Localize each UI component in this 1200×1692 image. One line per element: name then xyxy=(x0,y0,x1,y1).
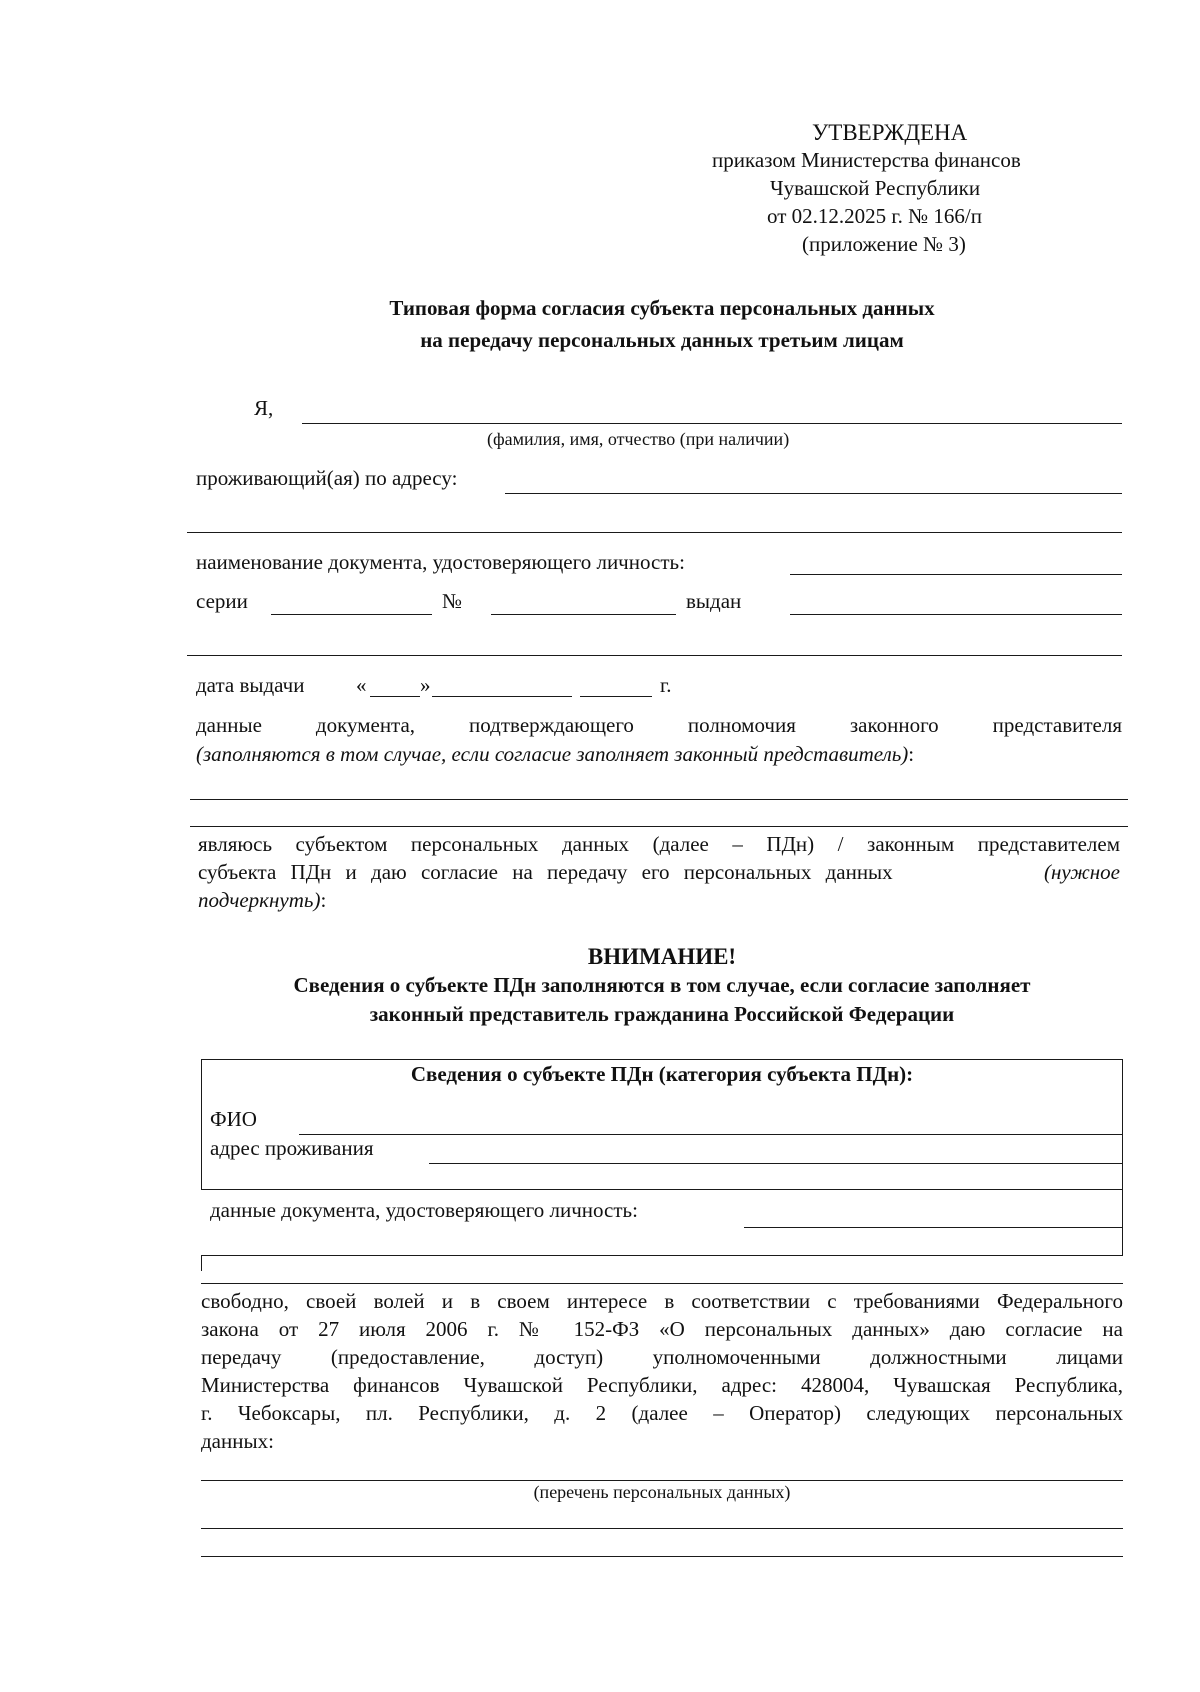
rep-doc-note-line xyxy=(196,744,914,765)
approval-order: приказом Министерства финансов xyxy=(712,148,1021,172)
attention-line1: Сведения о субъекте ПДн заполняются в том случае, если согласие заполняет xyxy=(293,973,1031,997)
issue-day-input-line[interactable] xyxy=(370,696,420,697)
ya-label: Я, xyxy=(254,396,274,420)
year-suffix: г. xyxy=(660,673,672,697)
pd-list-caption: (перечень персональных данных) xyxy=(533,1482,791,1502)
document-title-line2: на передачу персональных данных третьим лицам xyxy=(420,328,904,352)
subject-statement-line2: субъекта ПДн и даю согласие на передачу его персональных данных xyxy=(198,860,893,884)
box-fio-input-line[interactable] xyxy=(299,1134,1122,1135)
rep-doc-note: (заполняются в том случае, если согласие заполняет законный представитель) xyxy=(196,742,909,766)
quote-close: » xyxy=(420,673,431,697)
doc-name-input-line[interactable] xyxy=(790,574,1122,575)
issued-input-line-1[interactable] xyxy=(790,614,1122,615)
box-right-border xyxy=(1122,1059,1123,1256)
issue-month-input-line[interactable] xyxy=(432,696,572,697)
box-title: Сведения о субъекте ПДн (категория субъекта ПДн): xyxy=(410,1062,914,1086)
number-input-line[interactable] xyxy=(491,614,676,615)
consent-line1: свободно, своей волей и в своем интересе в соответствии с требованиями Федерального xyxy=(201,1289,1123,1313)
box-doc-input-line-2[interactable] xyxy=(201,1255,1123,1256)
series-label: серии xyxy=(196,589,248,613)
issue-date-label: дата выдачи xyxy=(196,673,305,697)
subject-statement-line1: являюсь субъектом персональных данных (далее – ПДн) / законным представителем xyxy=(198,832,1120,856)
pd-list-input-line-1[interactable] xyxy=(201,1480,1123,1481)
consent-line5: г. Чебоксары, пл. Республики, д. 2 (далее – Оператор) следующих персональных xyxy=(201,1401,1123,1425)
issue-year-input-line[interactable] xyxy=(580,696,652,697)
attention-line2: законный представитель гражданина Российской Федерации xyxy=(369,1002,955,1026)
address-input-line-2[interactable] xyxy=(187,532,1122,533)
box-address-label: адрес проживания xyxy=(210,1136,374,1160)
box-doc-input-line-3[interactable] xyxy=(201,1283,1123,1284)
box-address-input-line-2[interactable] xyxy=(201,1189,1123,1190)
box-top-border xyxy=(201,1059,1123,1060)
rep-doc-colon: : xyxy=(908,742,915,766)
series-input-line[interactable] xyxy=(271,614,432,615)
number-label: № xyxy=(442,589,463,613)
approval-republic: Чувашской Республики xyxy=(770,176,981,200)
subject-statement-colon: : xyxy=(320,888,327,912)
approval-date-number: от 02.12.2025 г. № 166/п xyxy=(767,204,983,228)
address-label: проживающий(ая) по адресу: xyxy=(196,466,458,490)
subject-statement-line2-row xyxy=(198,862,1120,883)
document-title-line1: Типовая форма согласия субъекта персональных данных xyxy=(389,296,935,320)
subject-statement-note-end: подчеркнуть) xyxy=(198,888,321,912)
address-input-line-1[interactable] xyxy=(505,493,1122,494)
consent-line6: данных: xyxy=(201,1429,274,1453)
pd-list-input-line-3[interactable] xyxy=(201,1556,1123,1557)
box-fio-label: ФИО xyxy=(210,1107,257,1131)
rep-doc-input-line-2[interactable] xyxy=(190,826,1128,827)
consent-line2: закона от 27 июля 2006 г. № 152-ФЗ «О персональных данных» даю согласие на xyxy=(201,1317,1123,1341)
box-doc-label: данные документа, удостоверяющего личность: xyxy=(210,1198,638,1222)
box-doc-input-line-1[interactable] xyxy=(744,1227,1122,1228)
box-address-input-line-1[interactable] xyxy=(429,1163,1122,1164)
consent-line3: передачу (предоставление, доступ) уполномоченными должностными лицами xyxy=(201,1345,1123,1369)
fio-caption: (фамилия, имя, отчество (при наличии) xyxy=(487,429,790,449)
attention-title: ВНИМАНИЕ! xyxy=(587,944,737,969)
rep-doc-input-line-1[interactable] xyxy=(190,799,1128,800)
consent-line4: Министерства финансов Чувашской Республики, адрес: 428004, Чувашская Республика, xyxy=(201,1373,1123,1397)
subject-statement-line3 xyxy=(198,890,326,911)
doc-name-label: наименование документа, удостоверяющего личность: xyxy=(196,550,685,574)
rep-doc-label: данные документа, подтверждающего полномочия законного представителя xyxy=(196,713,1122,737)
quote-open: « xyxy=(356,673,367,697)
approval-title: УТВЕРЖДЕНА xyxy=(812,120,968,145)
approval-appendix: (приложение № 3) xyxy=(802,232,966,256)
issued-input-line-2[interactable] xyxy=(187,655,1122,656)
pd-list-input-line-2[interactable] xyxy=(201,1528,1123,1529)
subject-statement-note-start: (нужное xyxy=(1044,860,1120,884)
box-left-border-tail xyxy=(201,1255,202,1271)
issued-label: выдан xyxy=(686,589,742,613)
fio-input-line[interactable] xyxy=(302,423,1122,424)
